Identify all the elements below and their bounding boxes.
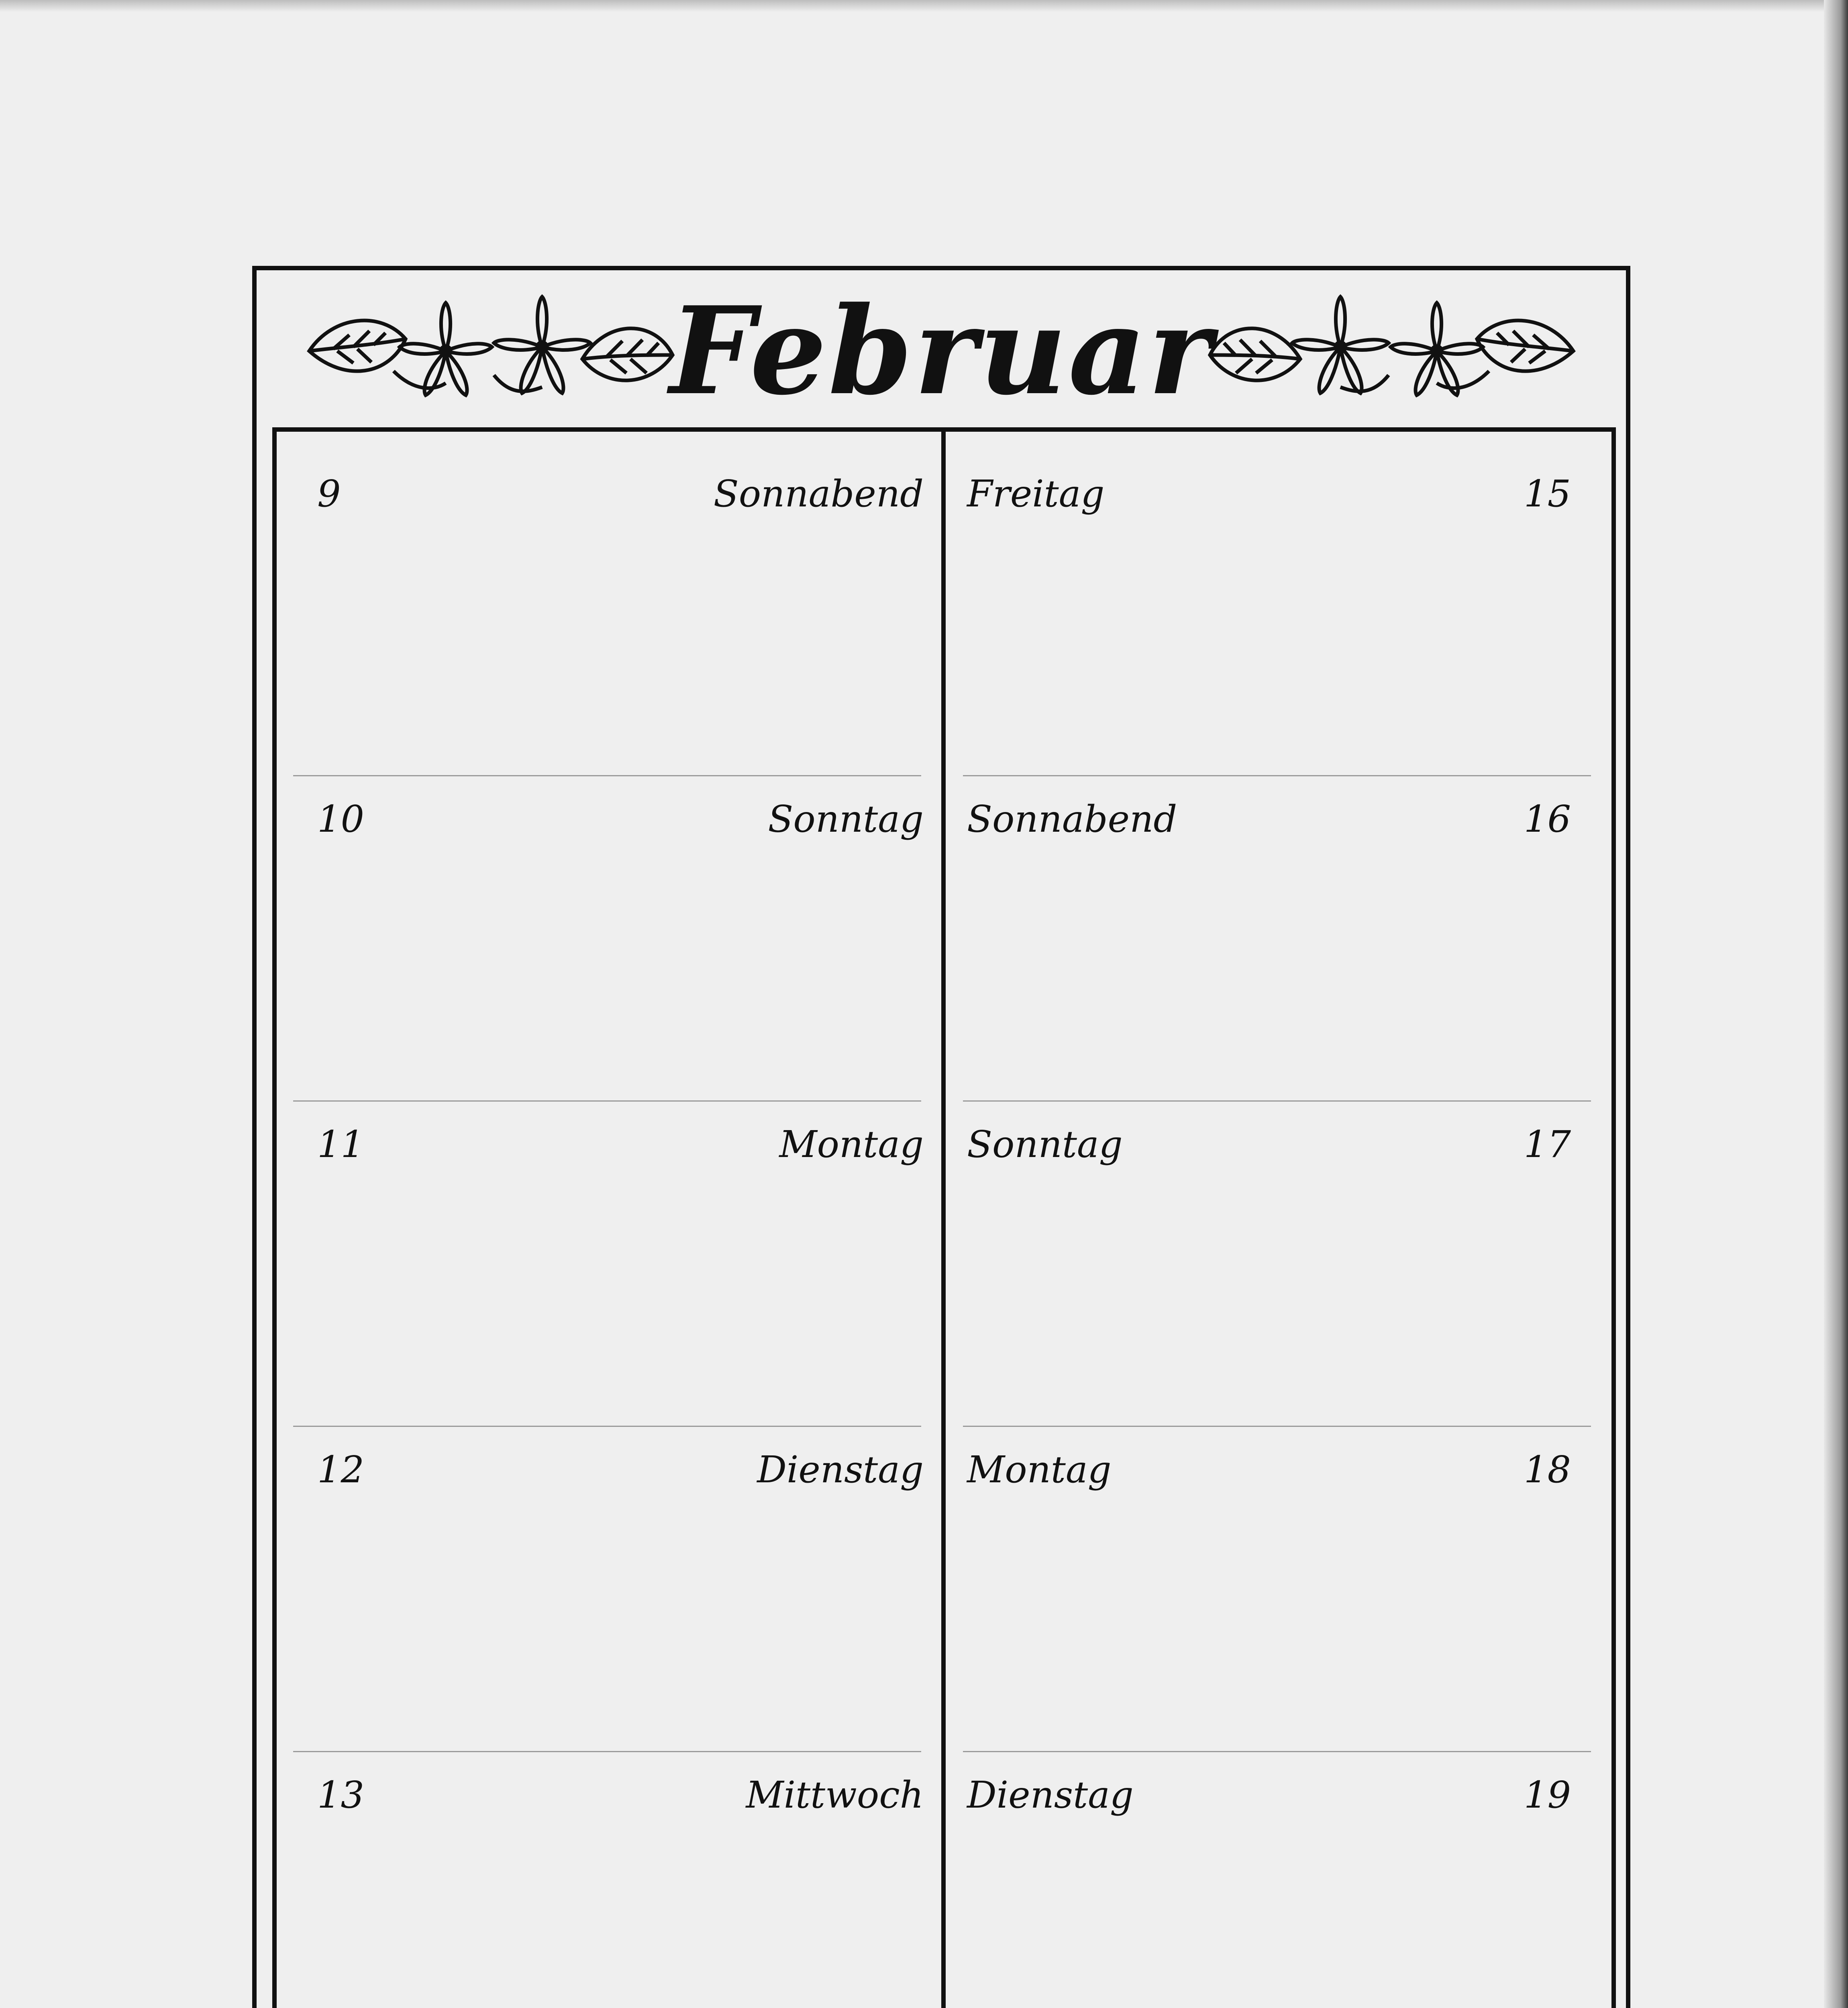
weekday-label: Dienstag: [967, 1773, 1134, 1816]
page-edge-right: [1824, 0, 1848, 2008]
floral-ornament-icon: [1204, 291, 1581, 411]
day-number: 16: [1524, 798, 1571, 841]
row-separator: [963, 775, 1591, 776]
day-number: 19: [1524, 1773, 1571, 1816]
weekday-label: Mittwoch: [746, 1773, 924, 1816]
weekday-label: Sonntag: [967, 1123, 1123, 1166]
weekday-label: Sonntag: [768, 798, 924, 841]
row-separator: [963, 1100, 1591, 1102]
day-number: 15: [1524, 472, 1571, 515]
row-separator: [963, 1426, 1591, 1427]
column-divider: [941, 430, 946, 2008]
page-edge-top: [0, 0, 1848, 12]
day-number: 10: [317, 798, 365, 841]
row-separator: [293, 1751, 921, 1752]
row-separator: [963, 1751, 1591, 1752]
day-number: 11: [317, 1123, 365, 1166]
weekday-label: Freitag: [967, 472, 1105, 515]
day-number: 13: [317, 1773, 365, 1816]
row-separator: [293, 1100, 921, 1102]
weekday-label: Sonnabend: [713, 472, 924, 515]
weekday-label: Montag: [967, 1448, 1112, 1491]
row-separator: [293, 775, 921, 776]
day-number: 12: [317, 1448, 365, 1491]
row-separator: [293, 1426, 921, 1427]
month-title: Februar: [669, 280, 1213, 422]
weekday-label: Montag: [779, 1123, 924, 1166]
weekday-label: Sonnabend: [967, 798, 1177, 841]
day-number: 9: [317, 472, 341, 515]
weekday-label: Dienstag: [757, 1448, 924, 1491]
month-header: [261, 275, 1622, 427]
day-number: 17: [1524, 1123, 1571, 1166]
day-number: 18: [1524, 1448, 1571, 1491]
